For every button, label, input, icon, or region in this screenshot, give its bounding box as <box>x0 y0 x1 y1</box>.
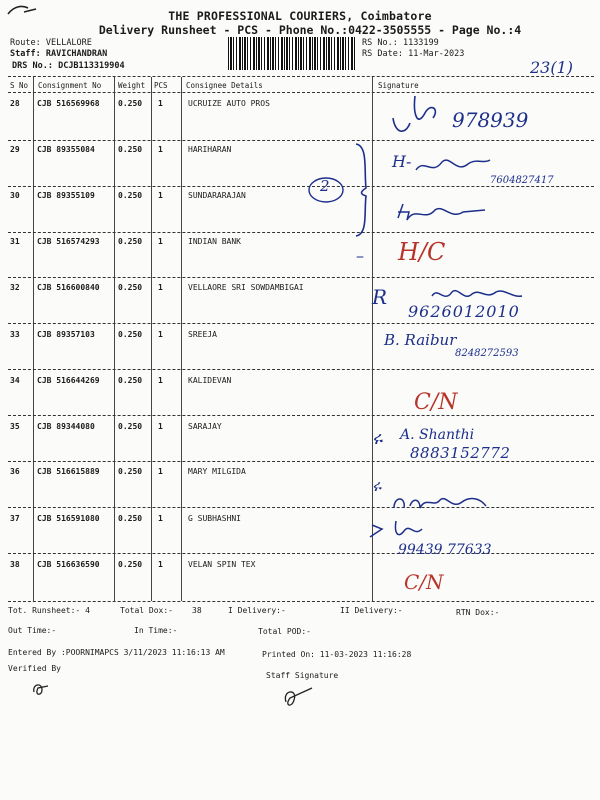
row-pcs: 1 <box>158 560 163 569</box>
row-weight: 0.250 <box>118 467 143 476</box>
row-weight: 0.250 <box>118 145 143 154</box>
rs-no-label: RS No.: <box>362 38 398 48</box>
handwritten-phone-37: 99439 77633 <box>398 542 492 558</box>
rs-no-value: 1133199 <box>402 38 439 48</box>
barcode <box>228 37 356 70</box>
out-time: Out Time:- <box>8 626 57 635</box>
table-row <box>0 560 600 606</box>
col-sno-header: S No <box>10 81 29 90</box>
row-consignment: CJB 516636590 <box>37 560 100 569</box>
row-weight: 0.250 <box>118 422 143 431</box>
row-sno: 28 <box>10 99 20 108</box>
signature-scribble-37 <box>366 515 436 545</box>
row-consignee: G SUBHASHNI <box>188 514 241 523</box>
runsheet-subtitle: Delivery Runsheet - PCS - Phone No.:0422-3505555 - Page No.:4 <box>98 23 522 37</box>
handwritten-name-33: B. Raibur <box>384 331 457 349</box>
route-line <box>10 38 92 48</box>
verified-scribble <box>30 680 52 698</box>
rs-date-value: 11-Mar-2023 <box>408 49 465 59</box>
row-sno: 36 <box>10 467 20 476</box>
col-consignee-header: Consignee Details <box>186 81 263 90</box>
row-rule <box>8 140 594 141</box>
row-weight: 0.250 <box>118 330 143 339</box>
row-pcs: 1 <box>158 514 163 523</box>
row-consignment: CJB 516569968 <box>37 99 100 108</box>
signature-scribble-30 <box>395 200 490 226</box>
col-consignment-header: Consignment No <box>38 81 102 90</box>
row-sno: 35 <box>10 422 20 431</box>
row-consignment: CJB 89355109 <box>37 191 95 200</box>
drs-value: DCJB113319904 <box>58 61 125 71</box>
staff-signature: Staff Signature <box>266 671 339 680</box>
row-weight: 0.250 <box>118 376 143 385</box>
handwritten-initial-32: R <box>372 285 388 309</box>
row-pcs: 1 <box>158 99 163 108</box>
row-consignment: CJB 89357103 <box>37 330 95 339</box>
bracket-mark <box>350 140 380 240</box>
signature-scribble-28 <box>385 88 455 143</box>
col-signature-header: Signature <box>378 81 419 90</box>
row-sno: 30 <box>10 191 20 200</box>
handwritten-phone-28: 978939 <box>452 108 529 132</box>
row-consignment: CJB 516574293 <box>37 237 100 246</box>
staff-label: Staff: <box>10 49 41 59</box>
row-rule <box>8 507 594 508</box>
row-rule <box>8 186 594 187</box>
company-title: THE PROFESSIONAL COURIERS, Coimbatore <box>168 9 432 23</box>
row-rule <box>8 553 594 554</box>
row-rule <box>8 277 594 278</box>
row-consignment: CJB 89344080 <box>37 422 95 431</box>
row-sno: 38 <box>10 560 20 569</box>
row-consignee: SARAJAY <box>188 422 222 431</box>
row-consignee: VELAN SPIN TEX <box>188 560 256 569</box>
row-rule <box>8 415 594 416</box>
row-weight: 0.250 <box>118 191 143 200</box>
handwritten-phone-32: 9626012010 <box>408 302 520 321</box>
col-pcs-header: PCS <box>154 81 168 90</box>
row-pcs: 1 <box>158 145 163 154</box>
handwritten-name-35: A. Shanthi <box>400 427 475 443</box>
row-pcs: 1 <box>158 191 163 200</box>
circled-count-text: 2 <box>320 177 330 195</box>
tot-runsheet: Tot. Runsheet:- 4 <box>8 606 90 615</box>
signature-scribble-36 <box>390 490 490 516</box>
signature-scribble-29 <box>412 150 492 180</box>
row-sno: 31 <box>10 237 20 246</box>
rs-date-label: RS Date: <box>362 49 403 59</box>
row-weight: 0.250 <box>118 514 143 523</box>
staff-value: RAVICHANDRAN <box>45 49 108 59</box>
table-top-rule <box>8 76 594 77</box>
check-mark-36: ሩ <box>372 476 382 495</box>
row-sno: 34 <box>10 376 20 385</box>
staff-signature-scribble <box>280 684 320 712</box>
row-weight: 0.250 <box>118 237 143 246</box>
rs-date-line <box>362 49 464 59</box>
dash-mark-31: – <box>356 246 364 265</box>
row-consignment: CJB 516591080 <box>37 514 100 523</box>
table-header-rule <box>8 92 594 93</box>
row-rule <box>8 232 594 233</box>
route-value: VELLALORE <box>45 38 92 48</box>
drs-label: DRS No.: <box>12 61 53 71</box>
handwritten-phone-35: 8883152772 <box>410 444 511 462</box>
row-pcs: 1 <box>158 237 163 246</box>
handwritten-sign-29: H- <box>392 152 412 171</box>
handwritten-phone-33: 8248272593 <box>455 348 519 359</box>
row-rule <box>8 323 594 324</box>
row-consignee: UCRUIZE AUTO PROS <box>188 99 270 108</box>
drs-line <box>12 61 125 71</box>
rs-no-line <box>362 38 439 48</box>
row-consignment: CJB 516615889 <box>37 467 100 476</box>
handwritten-cn-34: C/N <box>414 390 458 415</box>
route-label: Route: <box>10 38 41 48</box>
row-pcs: 1 <box>158 330 163 339</box>
handwritten-phone-29: 7604827417 <box>490 175 554 186</box>
i-delivery: I Delivery:- <box>228 606 286 615</box>
handwritten-cn-38: C/N <box>404 570 444 594</box>
total-dox-value: 38 <box>192 606 202 615</box>
printed-on: Printed On: 11-03-2023 11:16:28 <box>262 650 412 659</box>
staff-line <box>10 49 107 59</box>
row-consignee: SREEJA <box>188 330 217 339</box>
handwritten-hc-31: H/C <box>398 238 446 266</box>
row-weight: 0.250 <box>118 283 143 292</box>
row-weight: 0.250 <box>118 99 143 108</box>
row-sno: 37 <box>10 514 20 523</box>
row-consignment: CJB 516600840 <box>37 283 100 292</box>
col-weight-header: Weight <box>118 81 146 90</box>
row-consignee: VELLAORE SRI SOWDAMBIGAI <box>188 283 304 292</box>
table-bottom-rule <box>8 601 594 602</box>
ii-delivery: II Delivery:- <box>340 606 403 615</box>
row-pcs: 1 <box>158 376 163 385</box>
row-weight: 0.250 <box>118 560 143 569</box>
total-pod: Total POD:- <box>258 627 311 636</box>
row-pcs: 1 <box>158 467 163 476</box>
row-sno: 29 <box>10 145 20 154</box>
row-consignee: HARIHARAN <box>188 145 232 154</box>
row-rule <box>8 369 594 370</box>
handwritten-count: 23(1) <box>530 58 574 77</box>
row-pcs: 1 <box>158 422 163 431</box>
row-consignment: CJB 89355084 <box>37 145 95 154</box>
rtn-dox: RTN Dox:- <box>456 608 500 617</box>
row-consignee: KALIDEVAN <box>188 376 232 385</box>
entered-by: Entered By :POORNIMAPCS 3/11/2023 11:16:13 AM <box>8 648 225 657</box>
total-dox-label: Total Dox:- <box>120 606 173 615</box>
row-consignment: CJB 516644269 <box>37 376 100 385</box>
row-pcs: 1 <box>158 283 163 292</box>
check-mark-35: ሩ <box>372 428 383 449</box>
verified-by: Verified By <box>8 664 61 673</box>
row-consignee: MARY MILGIDA <box>188 467 246 476</box>
row-sno: 33 <box>10 330 20 339</box>
row-consignee: INDIAN BANK <box>188 237 241 246</box>
row-consignee: SUNDARARAJAN <box>188 191 246 200</box>
table-row <box>0 191 600 237</box>
row-sno: 32 <box>10 283 20 292</box>
in-time: In Time:- <box>134 626 178 635</box>
